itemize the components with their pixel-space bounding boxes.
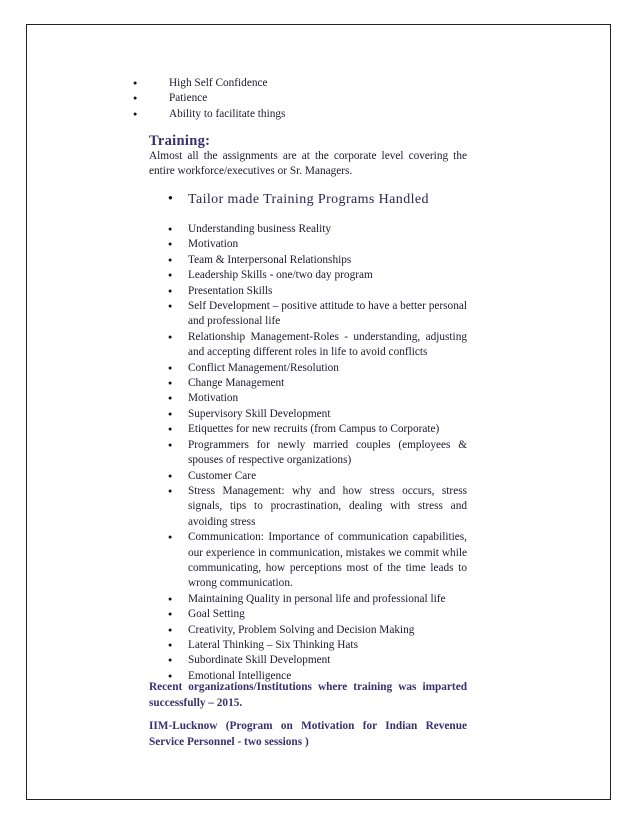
list-item: ● Communication: Importance of communication capabilities, our experience in communication, mistakes we commit while communicating, how perceptions most of the time leads to wrong communication. — [188, 530, 467, 592]
list-item: ● Conflict Management/Resolution — [188, 361, 467, 376]
list-item: ● High Self Confidence — [169, 76, 469, 91]
list-item: ● Supervisory Skill Development — [188, 407, 467, 422]
list-item: ● Emotional Intelligence — [188, 669, 467, 684]
programs-list — [188, 222, 467, 684]
list-item: ● Ability to facilitate things — [169, 107, 469, 122]
list-item: ● Maintaining Quality in personal life and professional life — [188, 592, 467, 607]
list-item: ● Understanding business Reality — [188, 222, 467, 237]
list-item: ● Programmers for newly married couples (employees & spouses of respective organizations) — [188, 438, 467, 469]
list-item: ● Self Development – positive attitude to have a better personal and professional life — [188, 299, 467, 330]
list-item: ● Subordinate Skill Development — [188, 653, 467, 668]
list-item: ● Leadership Skills - one/two day program — [188, 268, 467, 283]
list-item: ● Change Management — [188, 376, 467, 391]
list-item: ● Creativity, Problem Solving and Decision Making — [188, 623, 467, 638]
iim-lucknow-entry: IIM-Lucknow (Program on Motivation for Indian Revenue Service Personnel - two sessions ) — [149, 720, 467, 748]
programs-heading: ● Tailor made Training Programs Handled — [188, 192, 429, 208]
list-item: ● Motivation — [188, 237, 467, 252]
recent-organizations-heading: Recent organizations/Institutions where training was imparted successfully – 2015. — [149, 681, 467, 709]
list-item: ● Goal Setting — [188, 607, 467, 622]
list-item: ● Relationship Management-Roles - understanding, adjusting and accepting different roles in life to avoid conflicts — [188, 330, 467, 361]
list-item: ● Customer Care — [188, 469, 467, 484]
list-item: ● Patience — [169, 91, 469, 106]
list-item: ● Motivation — [188, 391, 467, 406]
qualities-list — [169, 76, 469, 122]
list-item: ● Team & Interpersonal Relationships — [188, 253, 467, 268]
training-paragraph: Almost all the assignments are at the corporate level covering the entire workforce/executives or Sr. Managers. — [149, 150, 467, 177]
list-item: ● Stress Management: why and how stress occurs, stress signals, tips to procrastination, dealing with stress and avoiding stress — [188, 484, 467, 530]
list-item: ● Presentation Skills — [188, 284, 467, 299]
list-item: ● Etiquettes for new recruits (from Campus to Corporate) — [188, 422, 467, 437]
training-heading: Training: — [149, 133, 211, 149]
list-item: ● Lateral Thinking – Six Thinking Hats — [188, 638, 467, 653]
